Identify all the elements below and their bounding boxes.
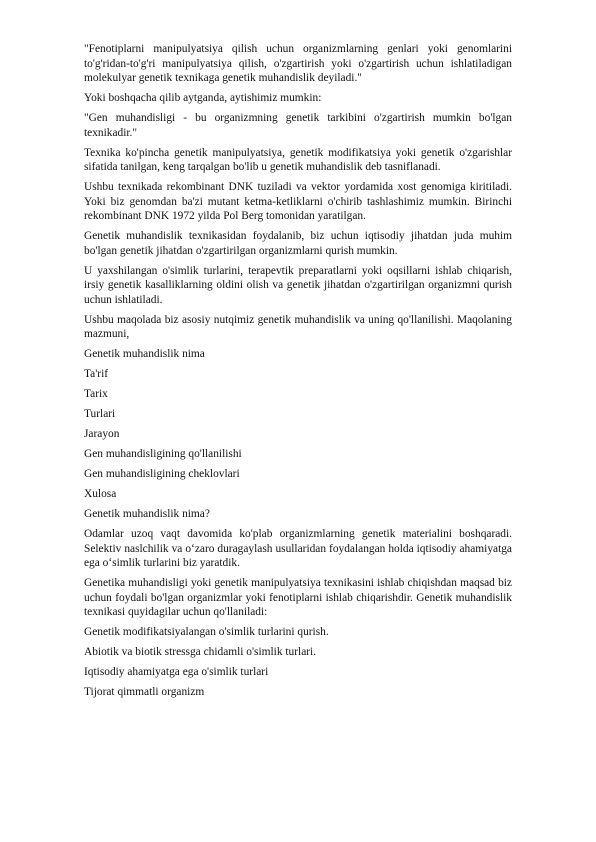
paragraph-definition-quote: "Fenotiplarni manipulyatsiya qilish uchun organizmlarning genlari yoki genomlarini to'g'ridan-to'g'ri manipulyatsiya qilish, o'zgartirish yoki o'zgartirish uchun ishlatiladigan molekulyar genetik texnikaga genetik muhandislik deyiladi." [84,43,512,84]
paragraph-short-definition: "Gen muhandisligi - bu organizmning genetik tarkibini o'zgartirish mumkin bo'lgan texnikadir." [84,112,512,139]
section-heading-what-is: Genetik muhandislik nima? [84,508,210,520]
list-item-economic-plants: Iqtisodiy ahamiyatga ega o'simlik turlari [84,666,269,678]
paragraph-article-goal: Ushbu maqolada biz asosiy nutqimiz genetik muhandislik va uning qo'llanilishi. Maqolaning mazmuni, [84,313,512,340]
toc-item-what-is: Genetik muhandislik nima [84,348,205,360]
list-item-valuable-organism: Tijorat qimmatli organizm [84,686,205,698]
paragraph-intro-other-words: Yoki boshqacha qilib aytganda, aytishimiz mumkin: [84,92,322,104]
paragraph-selective-breeding: Odamlar uzoq vaqt davomida ko'plab organizmlarning genetik materialini boshqaradi. Selektiv naslchilik va o‘zaro duragaylash usullaridan foydalangan holda iqtisodiy ahamiyatga ega o‘simlik turlarini biz yaratdik. [84,528,512,569]
toc-item-process: Jarayon [84,428,120,440]
toc-item-applications: Gen muhandisligining qo'llanilishi [84,448,242,460]
paragraph-improved-plants: U yaxshilangan o'simlik turlarini, terapevtik preparatlarni yoki oqsillarni ishlab chiqarish, irsiy genetik kasalliklarning oldini olish va genetik jihatdan o'zgartirilgan organizmni qurish uchun ishlatiladi. [84,264,512,306]
toc-item-definition: Ta'rif [84,368,109,380]
list-item-gm-plants: Genetik modifikatsiyalangan o'simlik turlarini qurish. [84,626,329,638]
toc-item-limitations: Gen muhandisligining cheklovlari [84,468,240,480]
paragraph-recombinant-dna: Ushbu texnikada rekombinant DNK tuziladi va vektor yordamida xost genomiga kiritiladi. Yoki biz genomdan ba'zi mutant ketma-ketliklarni o'chirib tashlashimiz mumkin. Birinchi rekombinant DNK 1972 yilda Pol Berg tomonidan yaratilgan. [84,181,512,222]
list-item-stress-resistant: Abiotik va biotik stressga chidamli o'simlik turlari. [84,646,317,658]
paragraph-economic-use: Genetik muhandislik texnikasidan foydalanib, biz uchun iqtisodiy jihatdan juda muhim bo'lgan genetik jihatdan o'zgartirilgan organizmlarni qurish mumkin. [84,230,512,257]
document-page [84,42,512,705]
toc-item-types: Turlari [84,408,116,420]
toc-item-history: Tarix [84,388,108,400]
toc-item-conclusion: Xulosa [84,488,117,500]
paragraph-technique-names: Texnika ko'pincha genetik manipulyatsiya, genetik modifikatsiya yoki genetik o'zgarishlar sifatida tanilgan, keng tarqalgan bo'lib u genetik muhandislik deb tasniflanadi. [84,146,512,173]
paragraph-purpose: Genetika muhandisligi yoki genetik manipulyatsiya texnikasini ishlab chiqishdan maqsad biz uchun foydali bo'lgan organizmlar yoki fenotiplarni ishlab chiqarishdir. Genetik muhandislik texnikasi quyidagilar uchun qo'llaniladi: [84,577,512,618]
